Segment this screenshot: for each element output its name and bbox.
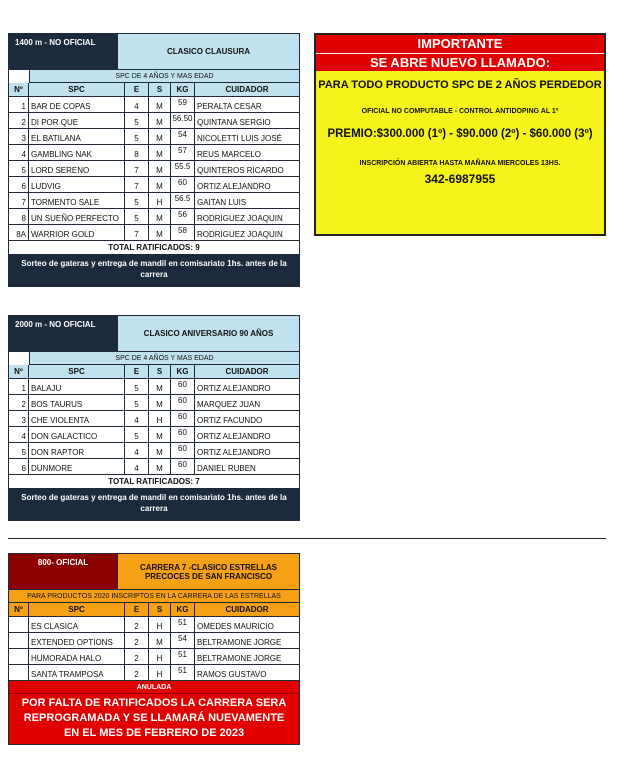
notice-prize: PREMIO:$300.000 (1º) - $90.000 (2º) - $60.000 (3º)	[327, 128, 593, 140]
horse-age: 7	[125, 225, 149, 240]
horse-weight: 56	[171, 209, 195, 224]
trainer-name: RODRIGUEZ JOAQUIN	[197, 214, 283, 223]
entry-number: 3	[9, 411, 29, 426]
entry-number: 6	[9, 459, 29, 474]
race-cancel-message: POR FALTA DE RATIFICADOS LA CARRERA SERA REPROGRAMADA Y SE LLAMARÁ NUEVAMENTE EN EL MES DE FEBRERO DE 2023	[9, 694, 299, 744]
table-row	[9, 633, 299, 649]
horse-sex: M	[149, 161, 171, 176]
table-row	[9, 443, 299, 459]
race-header	[9, 34, 299, 70]
entry-number: 2	[9, 395, 29, 410]
horse-age: 8	[125, 145, 149, 160]
horse-name: BOS TAURUS	[29, 395, 125, 410]
horse-age: 7	[125, 177, 149, 192]
horse-age: 2	[125, 617, 149, 632]
horse-sex: M	[149, 395, 171, 410]
horse-sex: M	[149, 97, 171, 112]
race-name: CLASICO CLAUSURA	[117, 34, 299, 69]
total-ratified: TOTAL RATIFICADOS: 9	[9, 241, 299, 255]
entry-number: 1	[9, 379, 29, 394]
race-card-3	[8, 553, 300, 745]
horse-name: DON GALACTICO	[29, 427, 125, 442]
horse-name: ES CLASICA	[29, 617, 125, 632]
race-distance: 800- OFICIAL	[9, 554, 117, 589]
col-header-spc: SPC	[29, 603, 125, 616]
notice-subtitle: SE ABRE NUEVO LLAMADO:	[316, 53, 604, 71]
horse-age: 5	[125, 209, 149, 224]
horse-age: 2	[125, 665, 149, 680]
table-header-row	[9, 603, 299, 617]
horse-age: 5	[125, 427, 149, 442]
entry-number: 7	[9, 193, 29, 208]
horse-name: TORMENTO SALE	[29, 193, 125, 208]
horse-weight: 59	[171, 97, 195, 112]
horse-sex: M	[149, 209, 171, 224]
horse-age: 2	[125, 633, 149, 648]
horse-name: WARRIOR GOLD	[29, 225, 125, 240]
horse-name: GAMBLING NAK	[29, 145, 125, 160]
horse-weight: 56.50	[171, 113, 195, 128]
horse-age: 5	[125, 379, 149, 394]
trainer-name: RODRIGUEZ JOAQUIN	[197, 230, 283, 239]
table-row	[9, 145, 299, 161]
horse-weight: 57	[171, 145, 195, 160]
notice-phone: 342-6987955	[424, 172, 496, 186]
race-footer-note: Sorteo de gateras y entrega de mandil en comisariato 1hs. antes de la carrera	[9, 255, 299, 286]
horse-name: DI POR QUE	[29, 113, 125, 128]
race-condition: SPC DE 4 AÑOS Y MAS EDAD	[29, 70, 299, 83]
trainer-name: ORTIZ ALEJANDRO	[197, 182, 271, 191]
horse-weight: 58	[171, 225, 195, 240]
horse-sex: M	[149, 177, 171, 192]
horse-name: DUNMORE	[29, 459, 125, 474]
col-header-num: Nº	[9, 603, 29, 616]
col-header-kg: KG	[171, 603, 195, 616]
horse-weight: 60	[171, 379, 195, 394]
table-row	[9, 649, 299, 665]
notice-registration: INSCRIPCIÓN ABIERTA HASTA MAÑANA MIERCOLES 13HS.	[359, 160, 561, 167]
race-name: CLASICO ANIVERSARIO 90 AÑOS	[117, 316, 299, 351]
horse-name: HUMORADA HALO	[29, 649, 125, 664]
horse-name: CHE VIOLENTA	[29, 411, 125, 426]
important-notice	[314, 33, 606, 236]
horse-name: BAR DE COPAS	[29, 97, 125, 112]
table-row	[9, 177, 299, 193]
notice-title: IMPORTANTE	[316, 35, 604, 53]
horse-age: 7	[125, 161, 149, 176]
race-header	[9, 554, 299, 590]
trainer-name: NICOLETTI LUIS JOSÉ	[197, 134, 282, 143]
table-row	[9, 379, 299, 395]
horse-weight: 56.5	[171, 193, 195, 208]
table-row	[9, 97, 299, 113]
col-header-kg: KG	[171, 83, 195, 96]
entry-number	[9, 649, 29, 664]
horse-name: SANTA TRAMPOSA	[29, 665, 125, 680]
trainer-name: GAITAN LUIS	[197, 198, 247, 207]
horse-age: 2	[125, 649, 149, 664]
trainer-name: ORTIZ ALEJANDRO	[197, 448, 271, 457]
trainer-name: MARQUEZ JUAN	[197, 400, 261, 409]
horse-weight: 51	[171, 649, 195, 664]
trainer-name: ORTIZ ALEJANDRO	[197, 384, 271, 393]
horse-sex: M	[149, 145, 171, 160]
horse-sex: H	[149, 649, 171, 664]
table-row	[9, 193, 299, 209]
col-header-kg: KG	[171, 365, 195, 378]
horse-sex: M	[149, 379, 171, 394]
trainer-name: ORTIZ ALEJANDRO	[197, 432, 271, 441]
horse-sex: H	[149, 193, 171, 208]
table-row	[9, 161, 299, 177]
col-header-cuidador: CUIDADOR	[225, 605, 269, 614]
entry-number: 5	[9, 443, 29, 458]
horse-age: 4	[125, 411, 149, 426]
horse-weight: 60	[171, 443, 195, 458]
entry-number	[9, 633, 29, 648]
entry-number	[9, 665, 29, 680]
col-header-spc: SPC	[29, 83, 125, 96]
horse-weight: 60	[171, 411, 195, 426]
horse-name: UN SUEÑO PERFECTO	[29, 209, 125, 224]
trainer-name: QUINTEROS RICARDO	[197, 166, 284, 175]
trainer-name: ORTIZ FACUNDO	[197, 416, 263, 425]
race-distance: 1400 m - NO OFICIAL	[9, 34, 117, 69]
race-entries	[9, 379, 299, 475]
table-row	[9, 411, 299, 427]
section-divider	[8, 538, 606, 539]
horse-name: EXTENDED OPTIONS	[29, 633, 125, 648]
horse-weight: 60	[171, 427, 195, 442]
col-header-e: E	[125, 365, 149, 378]
horse-sex: M	[149, 459, 171, 474]
total-ratified: TOTAL RATIFICADOS: 7	[9, 475, 299, 489]
table-row	[9, 459, 299, 475]
trainer-name: REUS MARCELO	[197, 150, 262, 159]
race-card-1	[8, 33, 300, 287]
entry-number: 1	[9, 97, 29, 112]
horse-weight: 60	[171, 177, 195, 192]
horse-age: 4	[125, 443, 149, 458]
entry-number: 4	[9, 427, 29, 442]
col-header-num: Nº	[9, 365, 29, 378]
horse-name: BALAJU	[29, 379, 125, 394]
trainer-name: DANIEL RUBEN	[197, 464, 256, 473]
horse-weight: 51	[171, 665, 195, 680]
horse-sex: H	[149, 665, 171, 680]
trainer-name: BELTRAMONE JORGE	[197, 654, 282, 663]
entry-number: 6	[9, 177, 29, 192]
col-header-s: S	[149, 83, 171, 96]
race-entries	[9, 97, 299, 241]
horse-sex: M	[149, 113, 171, 128]
col-header-cuidador: CUIDADOR	[225, 85, 269, 94]
horse-sex: M	[149, 427, 171, 442]
horse-weight: 60	[171, 459, 195, 474]
trainer-name: PERALTA CESAR	[197, 102, 262, 111]
col-header-s: S	[149, 603, 171, 616]
table-row	[9, 395, 299, 411]
horse-name: EL BATILANA	[29, 129, 125, 144]
horse-sex: M	[149, 443, 171, 458]
trainer-name: BELTRAMONE JORGE	[197, 638, 282, 647]
table-row	[9, 617, 299, 633]
table-row	[9, 427, 299, 443]
race-entries	[9, 617, 299, 681]
entry-number: 3	[9, 129, 29, 144]
horse-name: LUDVIG	[29, 177, 125, 192]
race-distance: 2000 m - NO OFICIAL	[9, 316, 117, 351]
race-condition: SPC DE 4 AÑOS Y MAS EDAD	[29, 352, 299, 365]
horse-weight: 55.5	[171, 161, 195, 176]
col-header-e: E	[125, 603, 149, 616]
horse-sex: M	[149, 225, 171, 240]
race-condition: PARA PRODUCTOS 2020 INSCRIPTOS EN LA CARRERA DE LAS ESTRELLAS	[9, 590, 299, 603]
horse-name: DON RAPTOR	[29, 443, 125, 458]
table-row	[9, 113, 299, 129]
race-header	[9, 316, 299, 352]
horse-weight: 54	[171, 129, 195, 144]
table-row	[9, 129, 299, 145]
notice-line-1: PARA TODO PRODUCTO SPC DE 2 AÑOS PERDEDOR	[318, 79, 602, 91]
table-header-row	[9, 83, 299, 97]
horse-sex: H	[149, 411, 171, 426]
horse-weight: 54	[171, 633, 195, 648]
table-row	[9, 665, 299, 681]
horse-sex: M	[149, 633, 171, 648]
entry-number: 2	[9, 113, 29, 128]
horse-age: 4	[125, 97, 149, 112]
col-header-spc: SPC	[29, 365, 125, 378]
col-header-cuidador: CUIDADOR	[225, 367, 269, 376]
horse-age: 5	[125, 129, 149, 144]
col-header-num: Nº	[9, 83, 29, 96]
col-header-e: E	[125, 83, 149, 96]
table-row	[9, 209, 299, 225]
race-card-2	[8, 315, 300, 521]
trainer-name: RAMOS GUSTAVO	[197, 670, 267, 679]
horse-name: LORD SERENO	[29, 161, 125, 176]
trainer-name: OMEDES MAURICIO	[197, 622, 274, 631]
entry-number: 5	[9, 161, 29, 176]
trainer-name: QUINTANA SERGIO	[197, 118, 271, 127]
horse-weight: 60	[171, 395, 195, 410]
table-row	[9, 225, 299, 241]
horse-age: 5	[125, 113, 149, 128]
race-status-badge: ANULADA	[9, 681, 299, 694]
notice-line-2: OFICIAL NO COMPUTABLE - CONTROL ANTIDOPING AL 1º	[361, 108, 559, 115]
horse-sex: H	[149, 617, 171, 632]
table-header-row	[9, 365, 299, 379]
entry-number	[9, 617, 29, 632]
horse-age: 5	[125, 395, 149, 410]
race-name: CARRERA 7 -CLASICO ESTRELLAS PRECOCES DE SAN FRANCISCO	[117, 554, 299, 589]
horse-age: 5	[125, 193, 149, 208]
horse-weight: 51	[171, 617, 195, 632]
race-footer-note: Sorteo de gateras y entrega de mandil en comisariato 1hs. antes de la carrera	[9, 489, 299, 520]
entry-number: 8	[9, 209, 29, 224]
entry-number: 8A	[9, 225, 29, 240]
col-header-s: S	[149, 365, 171, 378]
horse-sex: M	[149, 129, 171, 144]
entry-number: 4	[9, 145, 29, 160]
horse-age: 4	[125, 459, 149, 474]
